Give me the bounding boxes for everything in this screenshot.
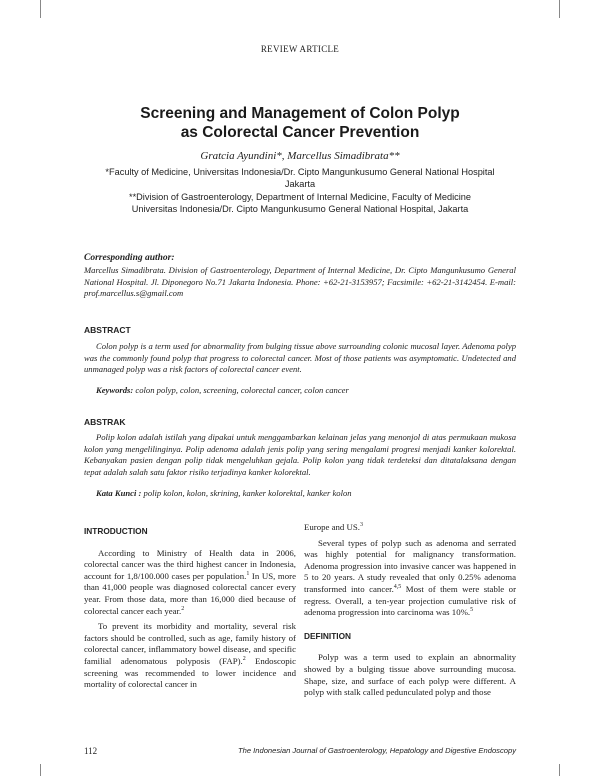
- title-line: Screening and Management of Colon Polyp: [140, 105, 460, 122]
- citation: 3: [359, 522, 363, 529]
- page-number: 112: [84, 746, 98, 756]
- citation: 1: [246, 570, 250, 577]
- crop-mark: [0, 0, 41, 18]
- definition-paragraph: Polyp was a term used to explain an abnormality showed by a bulging tissue above surrounding mucosa. Shape, size, and surface of each polyp were different. A polyp with stalk called pedunculated polyp and those: [304, 652, 516, 698]
- citation: 4,5: [393, 584, 402, 591]
- affiliation: [60, 166, 540, 190]
- abstrak-text: Polip kolon adalah istilah yang dipakai untuk menggambarkan kelainan jelas yang menonjol di atas permukaan mukosa kolon yang mengelilinginya. Polip adenoma adalah jenis polip yang sering mengalami progresi menjadi kanker kolorektal. Kebanyakan pasien dengan polip tidak mengeluhkan gejala. Polip kolon yang tidak terdeteksi dan ditatalaksana dengan tepat adalah salah satu faktor risiko terjadinya kanker kolorektal.: [84, 432, 516, 477]
- intro-paragraph: To prevent its morbidity and mortality, several risk factors should be controlled, such as age, family history of colorectal cancer, inflammatory bowel disease, and specific familial adenomatous polyposis (FAP).$^2$ Endoscopic screening was recommended to lower incidence and mortality of colorectal cancer in: [84, 621, 297, 690]
- kata-kunci-list: polip kolon, kolon, skrining, kanker kolorektal, kanker kolon: [143, 488, 352, 498]
- citation: 5: [470, 607, 474, 614]
- journal-name: The Indonesian Journal of Gastroenterology, Hepatology and Digestive Endoscopy: [237, 746, 516, 755]
- affiliation-line: *Faculty of Medicine, Universitas Indonesia/Dr. Cipto Mangunkusumo General National Hospital: [105, 167, 495, 177]
- crop-mark: [0, 764, 41, 776]
- crop-mark: [559, 0, 600, 18]
- keywords-label: Keywords:: [96, 385, 134, 395]
- citation: 2: [242, 656, 246, 663]
- introduction-heading: INTRODUCTION: [84, 526, 148, 536]
- crop-mark: [559, 764, 600, 776]
- affiliation-line: Universitas Indonesia/Dr. Cipto Mangunkusumo General National Hospital, Jakarta: [131, 204, 469, 214]
- corresponding-author-label: Corresponding author:: [84, 253, 175, 263]
- corresponding-author-details: Marcellus Simadibrata. Division of Gastroenterology, Department of Internal Medicine, Dr. Cipto Mangunkusumo General National Hospital. Jl. Diponegoro No.71 Jakarta Indonesia. Phone: +62-21-3153957; Facsimile: +62-21-3142454. E-mail: prof.marcellus.s@gmail.com: [84, 265, 516, 298]
- keywords-list: colon polyp, colon, screening, colorectal cancer, colon cancer: [135, 385, 349, 395]
- right-column: [304, 522, 516, 703]
- kata-kunci-label: Kata Kunci :: [96, 488, 142, 498]
- citation: 2: [181, 605, 185, 612]
- author-list: Gratcia Ayundini*, Marcellus Simadibrata**: [200, 150, 400, 162]
- intro-paragraph: Several types of polyp such as adenoma and serrated was highly potential for malignancy transformation. Adenoma progression into invasive cancer was happened in 5 to 20 years. A study revealed that only 0.25% adenoma transformed into cancer.$^{4,5}$ Most of them were stable or regress. Overall, a ten-year projection cumulative risk of adenoma progression into carcinoma was 10%.$^5$: [304, 537, 517, 618]
- abstract-text: Colon polyp is a term used for abnormality from bulging tissue above surrounding colonic mucosal layer. Adenoma polyp was the commonly found polyp that progress to colorectal cancer. Most of those patients was asymptomatic. Undetected and unmanaged polyp was a risk factors of colorectal cancer event.: [84, 341, 516, 374]
- affiliation: [60, 191, 540, 215]
- left-column: [84, 522, 296, 695]
- affiliation-line: Jakarta: [284, 179, 316, 189]
- title-line: as Colorectal Cancer Prevention: [180, 124, 420, 141]
- intro-continuation: Europe and US.$^3$: [304, 522, 363, 532]
- keywords: [96, 385, 516, 395]
- abstract-heading: ABSTRACT: [84, 325, 131, 335]
- article-title: [60, 104, 540, 142]
- definition-heading: DEFINITION: [304, 630, 352, 641]
- article-type-label: REVIEW ARTICLE: [260, 44, 340, 54]
- kata-kunci: [96, 488, 516, 498]
- intro-paragraph: According to Ministry of Health data in 2006, colorectal cancer was the third highest cancer in Indonesia, account for 1,8/100.000 cases per population.$^1$ In US, more than 41,000 people was diagnosed colorectal cancer every year. From those data, more than 16,000 died because of colorectal cancer each year.$^2$: [84, 547, 296, 616]
- affiliation-line: **Division of Gastroenterology, Department of Internal Medicine, Faculty of Medicine: [129, 192, 471, 202]
- abstrak-heading: ABSTRAK: [84, 417, 126, 427]
